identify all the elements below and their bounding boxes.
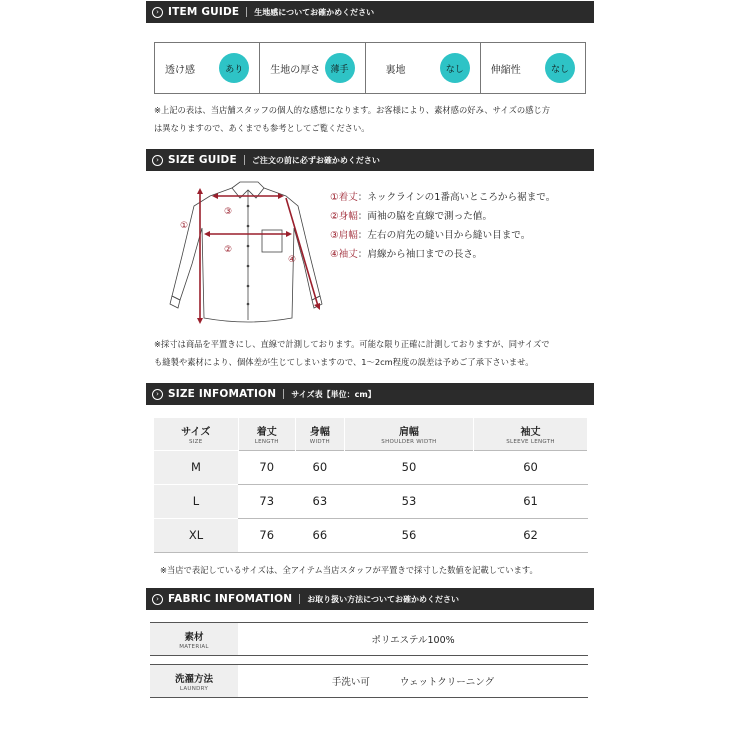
- item-key: 身幅: [338, 211, 358, 222]
- size-guide-header: [146, 149, 594, 171]
- note-line: は異なりますので、あくまでも参考としてご覧ください。: [154, 123, 370, 133]
- value-cell: 50: [344, 450, 473, 484]
- item-guide-cell: [155, 43, 260, 93]
- item-number: ②: [330, 211, 339, 222]
- item-guide-badge: あり: [219, 53, 249, 83]
- value-cell: 61: [474, 484, 588, 518]
- column-header: サイズ SIZE: [154, 418, 238, 450]
- note-line: も縫製や素材により、個体差が生じてしまいますので、1〜2cm程度の誤差は予めご了承下さいませ。: [154, 357, 534, 367]
- note-line: ※上記の表は、当店舗スタッフの個人的な感想になります。お客様により、素材感の好み、サイズの感じ方: [154, 105, 551, 115]
- size-info-header: [146, 383, 594, 405]
- value-cell: 63: [295, 484, 344, 518]
- note-line: ※当店で表記しているサイズは、全アイテム当店スタッフが平置きで採寸した数値を記載しています。: [160, 565, 538, 575]
- marker-2: ②: [224, 245, 233, 255]
- size-guide-item: [330, 188, 555, 207]
- chevron-right-icon: ›: [152, 7, 163, 18]
- item-number: ①: [330, 192, 339, 203]
- item-number: ③: [330, 230, 339, 241]
- fabric-info-title: FABRIC INFOMATION: [168, 593, 293, 605]
- measure-labels: [180, 207, 296, 265]
- item-guide-badge: なし: [545, 53, 575, 83]
- marker-4: ④: [288, 255, 297, 265]
- column-header: 肩幅 SHOULDER WIDTH: [344, 418, 473, 450]
- item-guide-label: 伸縮性: [490, 64, 521, 76]
- value-cell: 62: [474, 518, 588, 552]
- size-guide-item: [330, 226, 555, 245]
- item-guide-title: ITEM GUIDE: [168, 6, 240, 18]
- table-row: [154, 450, 588, 484]
- divider: [283, 389, 284, 399]
- item-text: ：左右の肩先の縫い目から縫い目まで。: [357, 230, 531, 241]
- item-guide-cell: [366, 43, 481, 93]
- value-cell: 76: [238, 518, 295, 552]
- size-guide-item: [330, 207, 555, 226]
- item-guide-label: 透け感: [165, 64, 195, 76]
- table-header-row: [154, 418, 588, 450]
- shirt-diagram: [160, 178, 332, 328]
- divider: [244, 155, 245, 165]
- fabric-info-subtitle: お取り扱い方法についてお確かめください: [307, 594, 460, 604]
- divider: [246, 7, 247, 17]
- laundry-method: ウェットクリーニング: [399, 677, 495, 688]
- size-info-subtitle: サイズ表【単位：cm】: [291, 389, 376, 399]
- item-key: 袖丈: [338, 249, 358, 260]
- divider: [299, 594, 300, 604]
- item-guide-label: 生地の厚さ: [270, 64, 321, 76]
- chevron-right-icon: ›: [152, 155, 163, 166]
- marker-3: ③: [224, 207, 233, 217]
- fabric-info-header: [146, 588, 594, 610]
- laundry-header: 洗濯方法 LAUNDRY: [150, 665, 238, 697]
- item-key: 着丈: [338, 192, 358, 203]
- size-table: [154, 418, 588, 553]
- column-header: 袖丈 SLEEVE LENGTH: [474, 418, 588, 450]
- value-cell: 56: [344, 518, 473, 552]
- size-info-note: [160, 561, 600, 579]
- material-header: 素材 MATERIAL: [150, 623, 238, 655]
- item-number: ④: [330, 249, 339, 260]
- material-row: [150, 622, 588, 656]
- value-cell: 60: [474, 450, 588, 484]
- item-guide-badge: 薄手: [325, 53, 355, 83]
- size-cell: XL: [154, 518, 238, 552]
- value-cell: 66: [295, 518, 344, 552]
- table-row: [154, 484, 588, 518]
- note-line: ※採寸は商品を平置きにし、直線で計測しております。可能な限り正確に計測しておりますが、同サイズで: [154, 339, 550, 349]
- size-cell: M: [154, 450, 238, 484]
- item-guide-cell: [481, 43, 585, 93]
- column-header: 着丈 LENGTH: [238, 418, 295, 450]
- laundry-value: [238, 665, 588, 697]
- size-guide-list: [330, 188, 555, 264]
- item-guide-cell: [260, 43, 365, 93]
- value-cell: 53: [344, 484, 473, 518]
- item-text: ：両袖の脇を直線で測った値。: [357, 211, 493, 222]
- size-info-title: SIZE INFOMATION: [168, 388, 277, 400]
- value-cell: 70: [238, 450, 295, 484]
- size-guide-title: SIZE GUIDE: [168, 154, 237, 166]
- item-text: ：肩線から袖口までの長さ。: [357, 249, 483, 260]
- item-text: ：ネックラインの1番高いところから裾まで。: [357, 192, 556, 203]
- column-header: 身幅 WIDTH: [295, 418, 344, 450]
- chevron-right-icon: ›: [152, 389, 163, 400]
- size-guide-note: [154, 335, 594, 371]
- item-guide-note: [154, 101, 594, 137]
- table-row: [154, 518, 588, 552]
- chevron-right-icon: ›: [152, 594, 163, 605]
- item-guide-badge: なし: [440, 53, 470, 83]
- laundry-method: 手洗い可: [331, 677, 370, 688]
- item-guide-label: 裏地: [385, 64, 406, 76]
- material-value: ポリエステル100%: [371, 635, 455, 646]
- value-cell: 60: [295, 450, 344, 484]
- item-guide-table: [154, 42, 586, 94]
- marker-1: ①: [180, 221, 189, 231]
- size-guide-subtitle: ご注文の前に必ずお確かめください: [251, 155, 380, 165]
- value-cell: 73: [238, 484, 295, 518]
- shirt-outline: [170, 182, 322, 322]
- laundry-row: [150, 664, 588, 698]
- item-key: 肩幅: [338, 230, 358, 241]
- size-guide-item: [330, 245, 555, 264]
- item-guide-subtitle: 生地感についてお確かめください: [254, 7, 375, 17]
- item-guide-header: [146, 1, 594, 23]
- size-cell: L: [154, 484, 238, 518]
